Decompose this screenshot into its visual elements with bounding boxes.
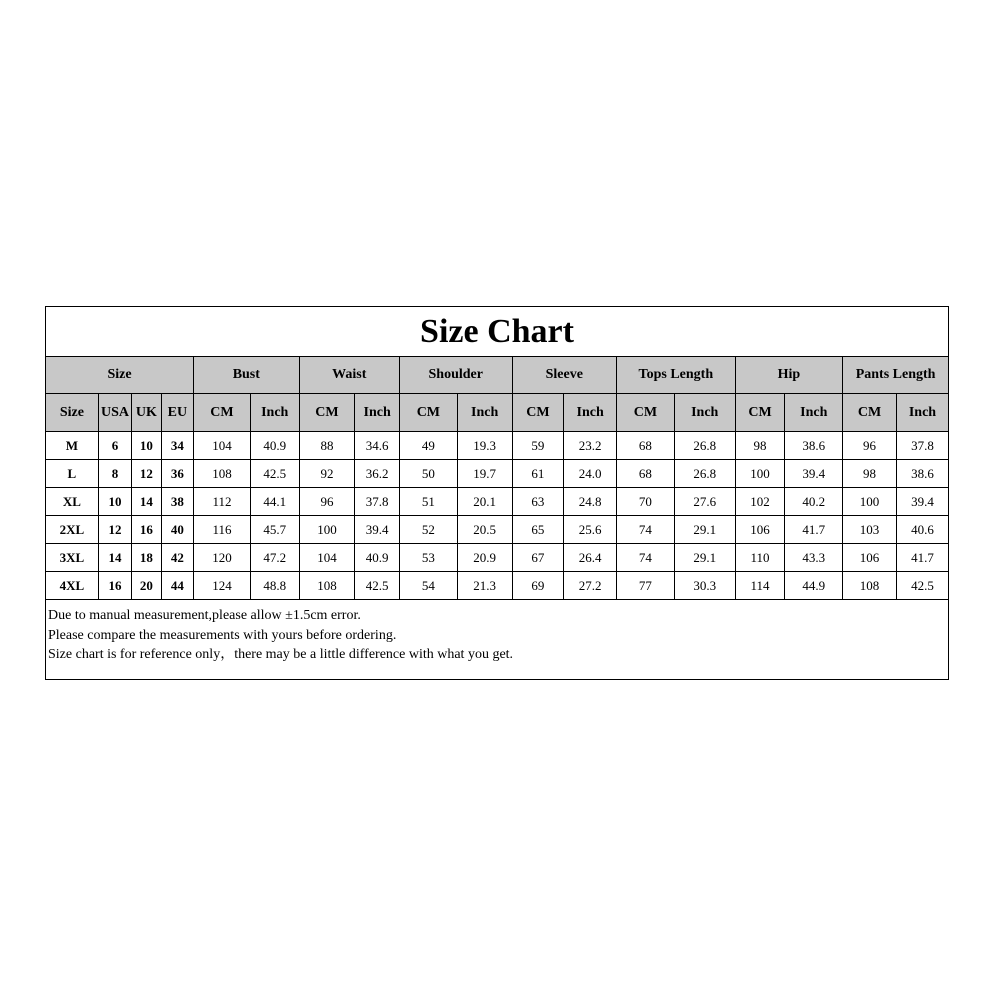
table-cell: 110 (735, 544, 785, 572)
table-cell: 77 (616, 572, 674, 600)
table-cell: 108 (299, 572, 355, 600)
table-cell: 37.8 (355, 488, 400, 516)
table-cell: 18 (132, 544, 161, 572)
group-header: Bust (194, 357, 299, 394)
group-header: Shoulder (399, 357, 512, 394)
table-cell: 108 (843, 572, 897, 600)
table-cell: 65 (512, 516, 564, 544)
table-cell: 26.8 (674, 460, 735, 488)
table-cell: 39.4 (896, 488, 948, 516)
table-row (46, 572, 949, 600)
size-chart-table (45, 306, 949, 680)
table-cell: 36.2 (355, 460, 400, 488)
table-cell: 88 (299, 432, 355, 460)
table-cell: 120 (194, 544, 251, 572)
table-cell: 24.8 (564, 488, 617, 516)
table-cell: 38 (161, 488, 193, 516)
table-cell: 40.2 (785, 488, 843, 516)
table-cell: 92 (299, 460, 355, 488)
column-header: USA (98, 394, 131, 432)
table-cell: 112 (194, 488, 251, 516)
column-header: Inch (355, 394, 400, 432)
group-header: Hip (735, 357, 843, 394)
column-header: Inch (564, 394, 617, 432)
table-cell: 23.2 (564, 432, 617, 460)
table-row (46, 460, 949, 488)
table-cell: 29.1 (674, 516, 735, 544)
table-cell: 45.7 (250, 516, 299, 544)
table-cell: 27.2 (564, 572, 617, 600)
table-cell: 69 (512, 572, 564, 600)
table-cell: 54 (399, 572, 457, 600)
table-cell: 38.6 (785, 432, 843, 460)
table-cell: 27.6 (674, 488, 735, 516)
size-rows (46, 432, 949, 600)
table-cell: 52 (399, 516, 457, 544)
table-cell: 108 (194, 460, 251, 488)
table-cell: 104 (299, 544, 355, 572)
column-header: CM (843, 394, 897, 432)
table-cell: 39.4 (785, 460, 843, 488)
table-cell: 30.3 (674, 572, 735, 600)
group-header: Tops Length (616, 357, 735, 394)
column-header: CM (512, 394, 564, 432)
table-cell: 43.3 (785, 544, 843, 572)
table-cell: 47.2 (250, 544, 299, 572)
table-row (46, 516, 949, 544)
table-cell: 19.3 (457, 432, 512, 460)
table-cell: 16 (132, 516, 161, 544)
size-label-cell: XL (46, 488, 99, 516)
note-line: Due to manual measurement,please allow ±1.5cm error. (48, 608, 361, 623)
table-cell: 44.1 (250, 488, 299, 516)
table-cell: 51 (399, 488, 457, 516)
table-cell: 74 (616, 544, 674, 572)
table-cell: 14 (98, 544, 131, 572)
size-label-cell: 4XL (46, 572, 99, 600)
table-cell: 41.7 (896, 544, 948, 572)
table-cell: 40.9 (355, 544, 400, 572)
column-header: CM (616, 394, 674, 432)
group-header: Size (46, 357, 194, 394)
table-cell: 19.7 (457, 460, 512, 488)
column-header: CM (399, 394, 457, 432)
table-cell: 100 (299, 516, 355, 544)
table-cell: 38.6 (896, 460, 948, 488)
table-row (46, 544, 949, 572)
chart-title: Size Chart (46, 307, 949, 357)
table-cell: 74 (616, 516, 674, 544)
note-line: Size chart is for reference only，there may be a little difference with what you get. (48, 647, 514, 662)
table-cell: 100 (735, 460, 785, 488)
table-cell: 106 (735, 516, 785, 544)
table-cell: 70 (616, 488, 674, 516)
table-cell: 42 (161, 544, 193, 572)
table-cell: 49 (399, 432, 457, 460)
column-header: Inch (674, 394, 735, 432)
notes (46, 600, 949, 680)
note-line: Please compare the measurements with yours before ordering. (48, 627, 397, 643)
column-header: Size (46, 394, 99, 432)
table-cell: 25.6 (564, 516, 617, 544)
table-cell: 116 (194, 516, 251, 544)
table-cell: 37.8 (896, 432, 948, 460)
size-label-cell: L (46, 460, 99, 488)
column-header: Inch (896, 394, 948, 432)
table-cell: 26.4 (564, 544, 617, 572)
table-cell: 104 (194, 432, 251, 460)
table-cell: 12 (132, 460, 161, 488)
table-cell: 39.4 (355, 516, 400, 544)
table-cell: 6 (98, 432, 131, 460)
column-header: Inch (785, 394, 843, 432)
table-cell: 16 (98, 572, 131, 600)
table-cell: 53 (399, 544, 457, 572)
table-cell: 21.3 (457, 572, 512, 600)
column-header: UK (132, 394, 161, 432)
column-header: EU (161, 394, 193, 432)
table-cell: 42.5 (250, 460, 299, 488)
size-label-cell: M (46, 432, 99, 460)
table-cell: 42.5 (355, 572, 400, 600)
table-cell: 41.7 (785, 516, 843, 544)
table-row (46, 432, 949, 460)
table-cell: 20.5 (457, 516, 512, 544)
table-cell: 10 (132, 432, 161, 460)
table-cell: 63 (512, 488, 564, 516)
table-cell: 98 (843, 460, 897, 488)
table-cell: 20.1 (457, 488, 512, 516)
group-header: Pants Length (843, 357, 949, 394)
unit-header-row (46, 394, 949, 432)
table-cell: 40.9 (250, 432, 299, 460)
table-cell: 34.6 (355, 432, 400, 460)
table-cell: 44.9 (785, 572, 843, 600)
table-cell: 98 (735, 432, 785, 460)
measurement-group-header-row (46, 357, 949, 394)
table-cell: 100 (843, 488, 897, 516)
table-cell: 34 (161, 432, 193, 460)
column-header: CM (735, 394, 785, 432)
table-cell: 59 (512, 432, 564, 460)
table-cell: 50 (399, 460, 457, 488)
group-header: Sleeve (512, 357, 616, 394)
size-label-cell: 3XL (46, 544, 99, 572)
table-cell: 36 (161, 460, 193, 488)
table-cell: 20 (132, 572, 161, 600)
table-cell: 67 (512, 544, 564, 572)
table-cell: 20.9 (457, 544, 512, 572)
table-cell: 102 (735, 488, 785, 516)
table-cell: 29.1 (674, 544, 735, 572)
table-cell: 103 (843, 516, 897, 544)
table-cell: 68 (616, 460, 674, 488)
group-header: Waist (299, 357, 399, 394)
table-cell: 40.6 (896, 516, 948, 544)
table-cell: 14 (132, 488, 161, 516)
table-cell: 8 (98, 460, 131, 488)
table-cell: 44 (161, 572, 193, 600)
table-cell: 26.8 (674, 432, 735, 460)
table-cell: 124 (194, 572, 251, 600)
size-label-cell: 2XL (46, 516, 99, 544)
table-cell: 40 (161, 516, 193, 544)
column-header: CM (299, 394, 355, 432)
column-header: Inch (457, 394, 512, 432)
table-cell: 114 (735, 572, 785, 600)
table-cell: 96 (299, 488, 355, 516)
table-cell: 24.0 (564, 460, 617, 488)
table-cell: 12 (98, 516, 131, 544)
table-cell: 96 (843, 432, 897, 460)
table-cell: 10 (98, 488, 131, 516)
column-header: Inch (250, 394, 299, 432)
table-cell: 106 (843, 544, 897, 572)
table-cell: 42.5 (896, 572, 948, 600)
column-header: CM (194, 394, 251, 432)
table-cell: 48.8 (250, 572, 299, 600)
table-cell: 68 (616, 432, 674, 460)
table-cell: 61 (512, 460, 564, 488)
table-row (46, 488, 949, 516)
